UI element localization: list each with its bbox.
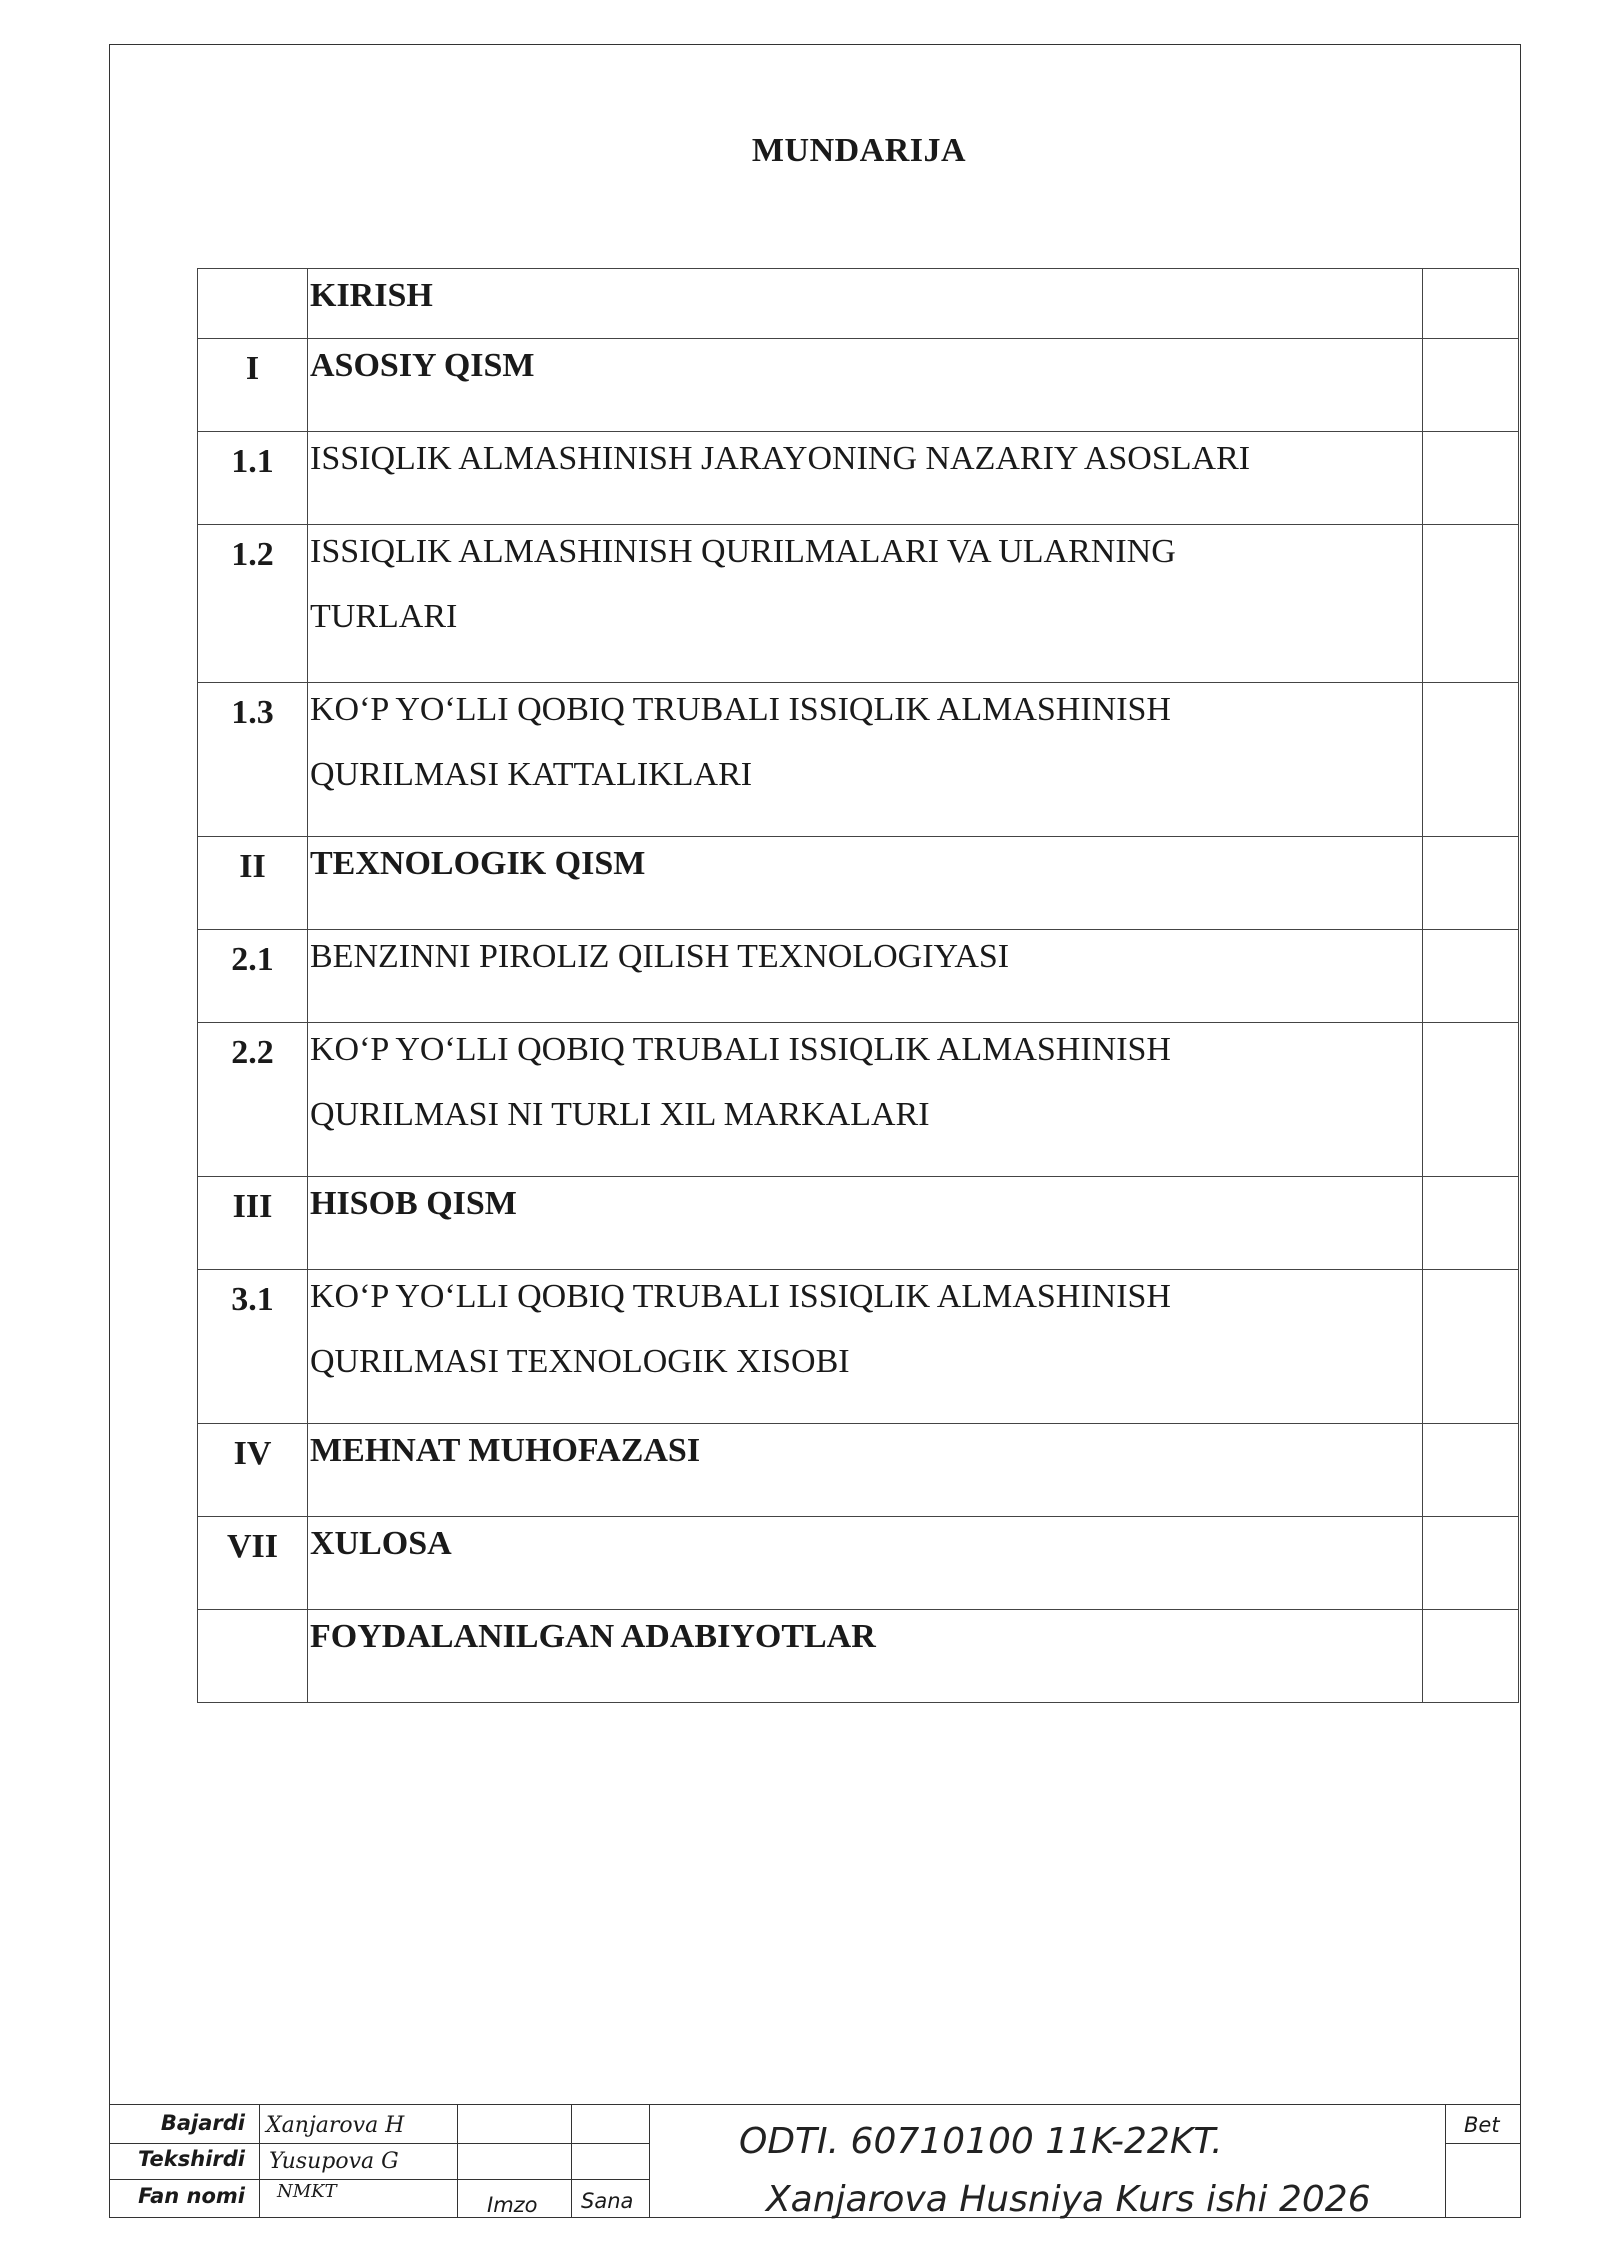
toc-title-line: MEHNAT MUHOFAZASI [310,1432,701,1469]
toc-title-line: XULOSA [310,1525,452,1562]
title-block [109,2104,1521,2218]
toc-section-number: I [198,339,308,432]
stamp-divider [457,2105,458,2218]
toc-row [198,525,1519,683]
toc-page-cell [1423,432,1519,525]
toc-title-line: KO‘P YO‘LLI QOBIQ TRUBALI ISSIQLIK ALMASHINISH [310,1031,1171,1068]
toc-section-title [308,269,1423,339]
fan-nomi-label: Fan nomi [138,2184,245,2208]
toc-table [197,268,1519,1703]
toc-section-title [308,1610,1423,1703]
toc-title-line: HISOB QISM [310,1185,517,1222]
toc-section-number: 1.3 [198,683,308,837]
document-code: ODTI. 60710100 11K-22KT. [739,2121,1223,2162]
toc-section-number: 1.2 [198,525,308,683]
toc-page-cell [1423,339,1519,432]
toc-section-title [308,930,1423,1023]
toc-title-line: ASOSIY QISM [310,347,535,384]
stamp-divider [1445,2105,1446,2218]
toc-page-cell [1423,1610,1519,1703]
toc-row [198,1424,1519,1517]
tekshirdi-label: Tekshirdi [137,2147,245,2171]
toc-section-number: II [198,837,308,930]
toc-title-line: TURLARI [310,598,458,635]
toc-title-line: FOYDALANILGAN ADABIYOTLAR [310,1618,876,1655]
toc-section-title [308,683,1423,837]
toc-page-cell [1423,525,1519,683]
toc-row [198,683,1519,837]
toc-row [198,1610,1519,1703]
toc-title-line: QURILMASI TEXNOLOGIK XISOBI [310,1343,850,1380]
toc-page-cell [1423,269,1519,339]
tekshirdi-name: Yusupova G [269,2149,399,2174]
toc-row [198,1517,1519,1610]
toc-section-title [308,1023,1423,1177]
toc-section-title [308,432,1423,525]
toc-section-number: VII [198,1517,308,1610]
toc-section-title [308,1177,1423,1270]
toc-section-number: 2.1 [198,930,308,1023]
toc-section-number: 1.1 [198,432,308,525]
stamp-divider [259,2105,260,2218]
stamp-row-line [109,2179,649,2180]
imzo-label: Imzo [487,2193,538,2217]
toc-section-title [308,837,1423,930]
toc-row [198,837,1519,930]
toc-page-cell [1423,930,1519,1023]
toc-section-number: 2.2 [198,1023,308,1177]
toc-section-number: IV [198,1424,308,1517]
stamp-row-line [1445,2143,1521,2144]
toc-title-line: QURILMASI NI TURLI XIL MARKALARI [310,1096,930,1133]
toc-title-line: TEXNOLOGIK QISM [310,845,646,882]
bajardi-label: Bajardi [160,2111,245,2135]
toc-section-title [308,1424,1423,1517]
toc-row [198,269,1519,339]
toc-row [198,1023,1519,1177]
toc-title-line: ISSIQLIK ALMASHINISH QURILMALARI VA ULARNING [310,533,1176,570]
toc-page-cell [1423,1517,1519,1610]
toc-page-cell [1423,837,1519,930]
toc-title-line: KO‘P YO‘LLI QOBIQ TRUBALI ISSIQLIK ALMASHINISH [310,1278,1171,1315]
toc-page-cell [1423,1424,1519,1517]
toc-title-line: QURILMASI KATTALIKLARI [310,756,753,793]
toc-section-title [308,525,1423,683]
toc-section-title [308,1517,1423,1610]
bajardi-name: Xanjarova H [266,2113,405,2138]
toc-page-cell [1423,1177,1519,1270]
toc-section-title [308,1270,1423,1424]
toc-section-number: 3.1 [198,1270,308,1424]
toc-page-cell [1423,1023,1519,1177]
toc-title-line: BENZINNI PIROLIZ QILISH TEXNOLOGIYASI [310,938,1010,975]
fan-nomi-value: NMKT [277,2181,337,2202]
sana-label: Sana [581,2189,634,2213]
stamp-divider [571,2105,572,2218]
toc-section-title [308,339,1423,432]
toc-title-line: KIRISH [310,277,433,314]
toc-section-number [198,269,308,339]
toc-section-number [198,1610,308,1703]
toc-row [198,339,1519,432]
toc-row [198,1177,1519,1270]
stamp-divider [649,2105,650,2218]
toc-title-line: KO‘P YO‘LLI QOBIQ TRUBALI ISSIQLIK ALMASHINISH [310,691,1171,728]
page-title: MUNDARIJA [751,132,967,169]
toc-row [198,1270,1519,1424]
toc-title-line: ISSIQLIK ALMASHINISH JARAYONING NAZARIY ASOSLARI [310,440,1251,477]
stamp-row-line [109,2143,649,2144]
bet-label: Bet [1464,2113,1500,2137]
toc-row [198,930,1519,1023]
toc-page-cell [1423,1270,1519,1424]
toc-page-cell [1423,683,1519,837]
toc-section-number: III [198,1177,308,1270]
toc-row [198,432,1519,525]
document-subtitle: Xanjarova Husniya Kurs ishi 2026 [766,2179,1371,2220]
